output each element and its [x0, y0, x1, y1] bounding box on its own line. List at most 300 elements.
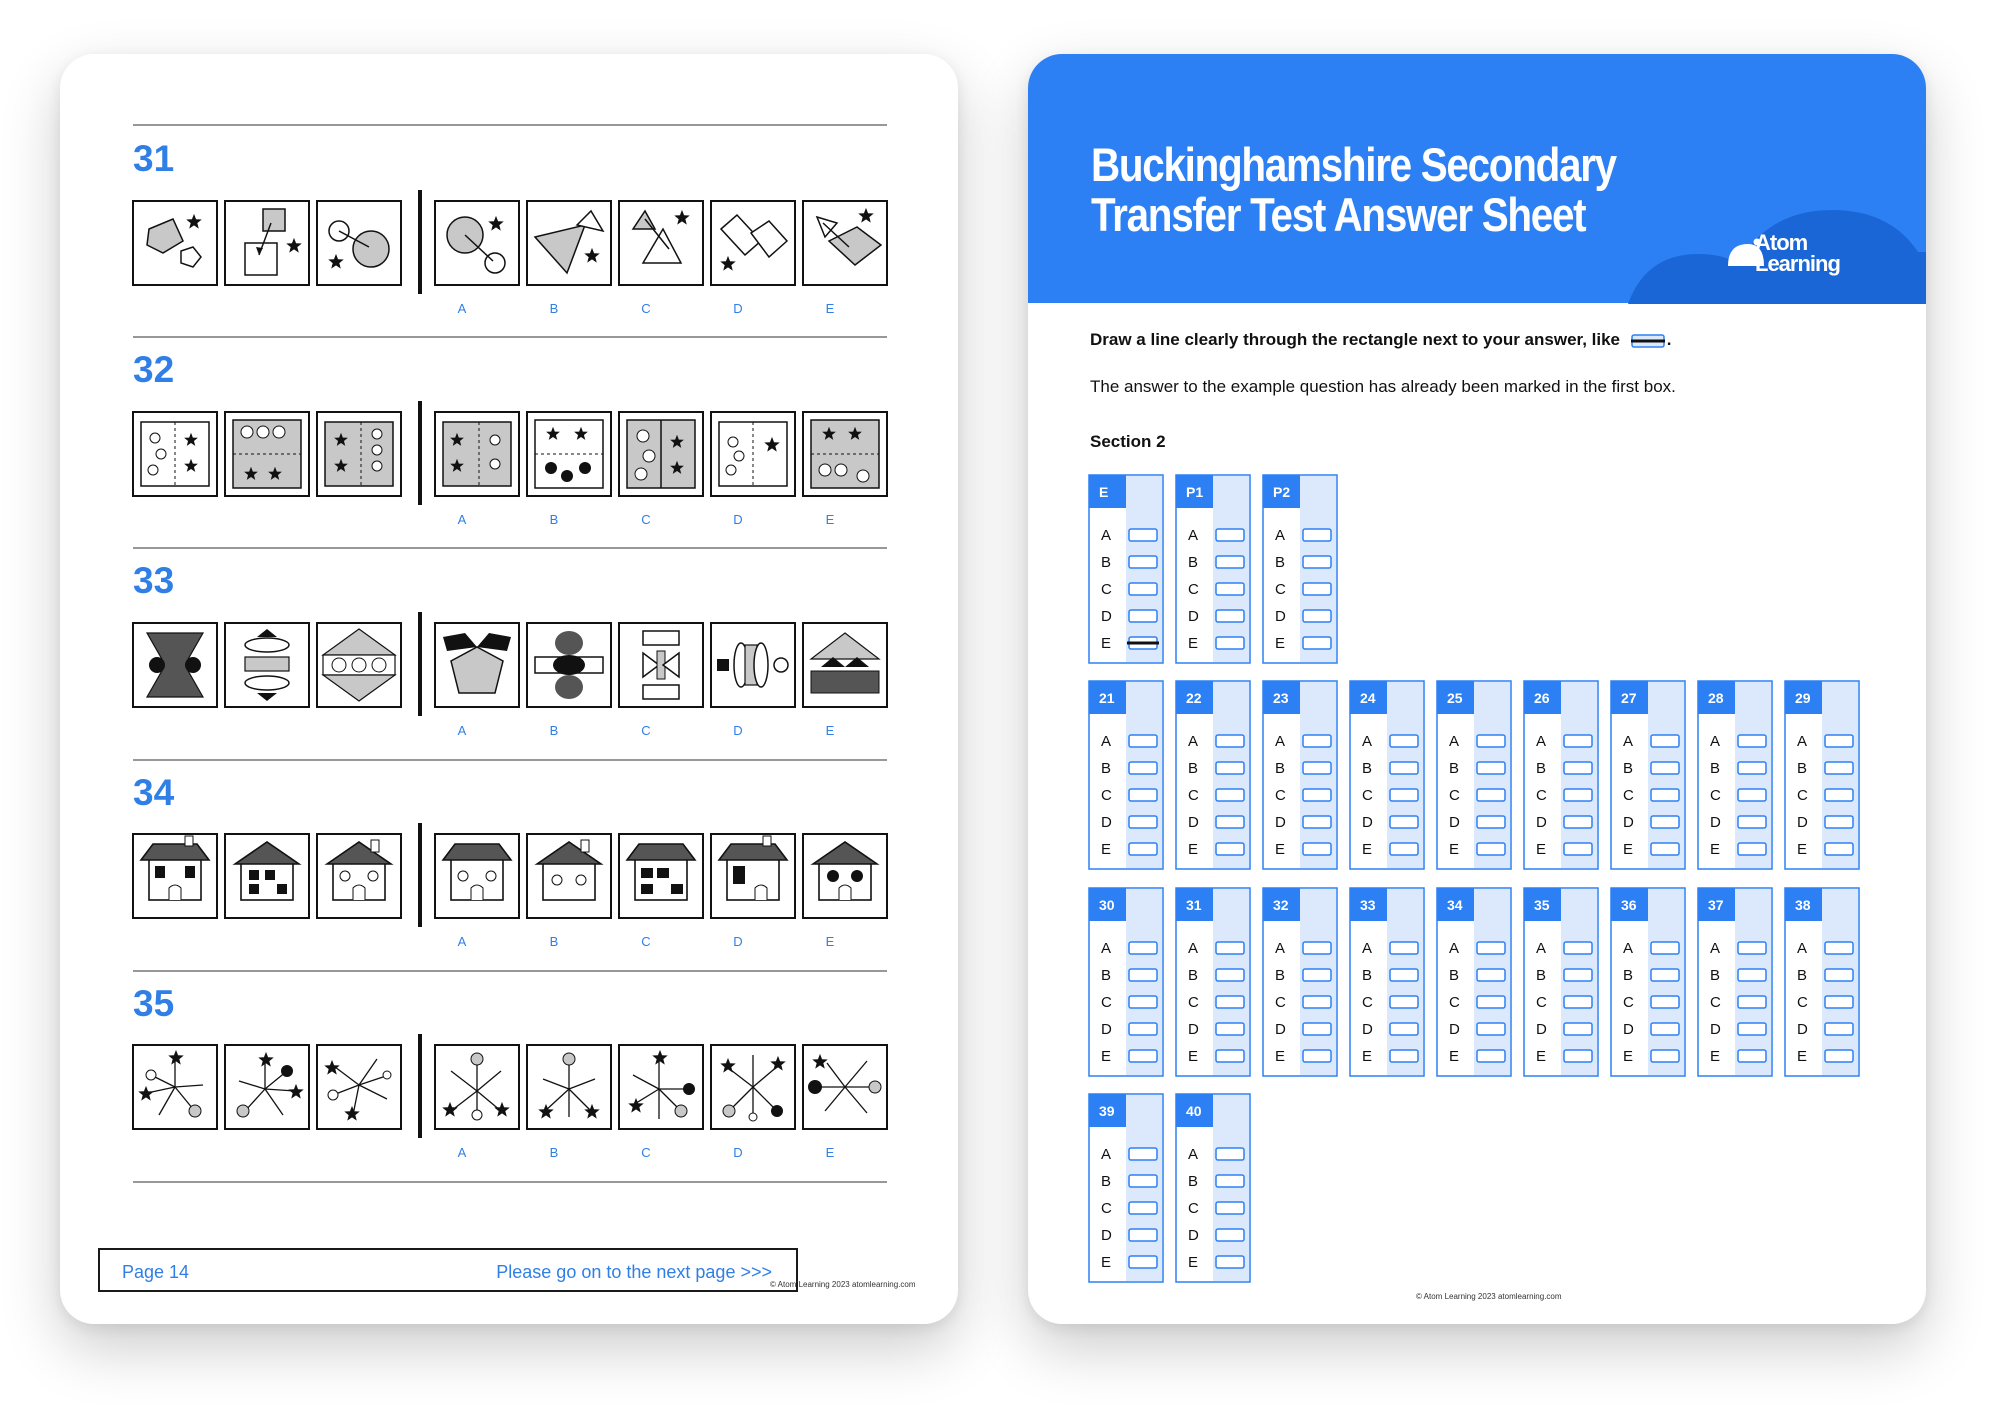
answer-letter: C — [1710, 787, 1721, 804]
answer-letter: A — [1797, 940, 1808, 957]
answer-letter: D — [1101, 608, 1112, 625]
answer-box[interactable] — [1303, 816, 1331, 828]
answer-letter: C — [1188, 994, 1199, 1011]
answer-box[interactable] — [1129, 762, 1157, 774]
answer-box[interactable] — [1303, 610, 1331, 622]
answer-box[interactable] — [1303, 1050, 1331, 1062]
answer-letter: C — [1449, 994, 1460, 1011]
column-number: 33 — [1360, 897, 1376, 913]
answer-box[interactable] — [1129, 583, 1157, 595]
answer-column — [1611, 681, 1685, 869]
next-page-prompt: Please go on to the next page >>> — [496, 1262, 772, 1282]
answer-column — [1263, 681, 1337, 869]
answer-box[interactable] — [1564, 1023, 1592, 1035]
answer-column — [1089, 475, 1163, 663]
answer-box[interactable] — [1216, 1256, 1244, 1268]
answer-letter: E — [1101, 1048, 1112, 1065]
answer-box[interactable] — [1129, 1256, 1157, 1268]
answer-box[interactable] — [1303, 843, 1331, 855]
answer-column — [1089, 1094, 1163, 1282]
option-label: A — [457, 1145, 467, 1160]
answer-letter: A — [1449, 940, 1460, 957]
answer-letter: D — [1623, 1021, 1634, 1038]
answer-box[interactable] — [1825, 762, 1853, 774]
option-label: C — [641, 1145, 651, 1160]
column-number: 35 — [1534, 897, 1550, 913]
answer-box[interactable] — [1390, 942, 1418, 954]
column-number: 32 — [1273, 897, 1289, 913]
answer-column — [1524, 888, 1598, 1076]
option-label: B — [549, 512, 559, 527]
option-label: B — [549, 1145, 559, 1160]
answer-letter: A — [1362, 733, 1373, 750]
answer-letter: E — [1623, 1048, 1634, 1065]
answer-letter: B — [1101, 554, 1112, 571]
answer-box[interactable] — [1477, 762, 1505, 774]
answer-box[interactable] — [1651, 843, 1679, 855]
answer-letter: B — [1536, 967, 1547, 984]
option-label: C — [641, 301, 651, 316]
answer-letter: E — [1449, 1048, 1460, 1065]
answer-grid — [1028, 54, 1926, 1324]
answer-box[interactable] — [1390, 843, 1418, 855]
answer-column — [1785, 888, 1859, 1076]
answer-letter: A — [1623, 733, 1634, 750]
answer-box[interactable] — [1825, 816, 1853, 828]
answer-box[interactable] — [1216, 529, 1244, 541]
answer-column — [1350, 888, 1424, 1076]
answer-box[interactable] — [1651, 816, 1679, 828]
answer-box[interactable] — [1129, 529, 1157, 541]
answer-box[interactable] — [1216, 735, 1244, 747]
column-number: 40 — [1186, 1103, 1202, 1119]
option-label: D — [733, 301, 743, 316]
option-label: B — [549, 934, 559, 949]
answer-letter: D — [1101, 1227, 1112, 1244]
answer-column — [1350, 681, 1424, 869]
answer-box[interactable] — [1129, 556, 1157, 568]
answer-letter: C — [1275, 787, 1286, 804]
answer-box[interactable] — [1390, 996, 1418, 1008]
copyright: © Atom Learning 2023 atomlearning.com — [1416, 1292, 1562, 1301]
answer-box[interactable] — [1216, 996, 1244, 1008]
answer-box[interactable] — [1738, 735, 1766, 747]
answer-letter: B — [1188, 554, 1199, 571]
answer-letter: A — [1710, 940, 1721, 957]
instruction-line: Draw a line clearly through the rectangle next to your answer, like . — [1090, 330, 1672, 349]
column-number: 22 — [1186, 690, 1202, 706]
answer-box[interactable] — [1825, 735, 1853, 747]
answer-box[interactable] — [1477, 996, 1505, 1008]
answer-letter: D — [1188, 1021, 1199, 1038]
answer-box[interactable] — [1129, 996, 1157, 1008]
answer-letter: C — [1101, 1200, 1112, 1217]
answer-letter: A — [1275, 940, 1286, 957]
answer-letter: E — [1362, 841, 1373, 858]
answer-box[interactable] — [1129, 816, 1157, 828]
option-label: D — [733, 934, 743, 949]
option-label: D — [733, 723, 743, 738]
q34-figures — [133, 823, 887, 927]
answer-letter: D — [1101, 1021, 1112, 1038]
answer-letter: D — [1710, 814, 1721, 831]
answer-box[interactable] — [1129, 942, 1157, 954]
option-label: C — [641, 934, 651, 949]
option-label: D — [733, 1145, 743, 1160]
answer-box[interactable] — [1477, 942, 1505, 954]
option-label: C — [641, 723, 651, 738]
answer-box[interactable] — [1303, 556, 1331, 568]
answer-letter: D — [1188, 1227, 1199, 1244]
answer-box[interactable] — [1216, 1050, 1244, 1062]
answer-letter: A — [1275, 527, 1286, 544]
section-label: Section 2 — [1090, 432, 1166, 451]
answer-letter: C — [1362, 787, 1373, 804]
answer-box[interactable] — [1216, 789, 1244, 801]
answer-letter: E — [1623, 841, 1634, 858]
q35-figures — [133, 1034, 887, 1138]
answer-box[interactable] — [1216, 843, 1244, 855]
answer-column — [1176, 475, 1250, 663]
answer-box[interactable] — [1303, 637, 1331, 649]
answer-letter: A — [1101, 940, 1112, 957]
answer-letter: C — [1536, 994, 1547, 1011]
answer-box[interactable] — [1216, 610, 1244, 622]
column-number: 36 — [1621, 897, 1637, 913]
answer-box[interactable] — [1564, 762, 1592, 774]
column-number: P1 — [1186, 484, 1204, 500]
answer-box[interactable] — [1303, 529, 1331, 541]
q32-figures — [133, 401, 887, 505]
answer-letter: D — [1623, 814, 1634, 831]
option-label: C — [641, 512, 651, 527]
answer-box[interactable] — [1216, 637, 1244, 649]
answer-letter: E — [1101, 635, 1112, 652]
answer-box[interactable] — [1390, 816, 1418, 828]
answer-box[interactable] — [1564, 735, 1592, 747]
answer-letter: E — [1275, 635, 1286, 652]
answer-box[interactable] — [1129, 1175, 1157, 1187]
answer-box[interactable] — [1564, 843, 1592, 855]
answer-letter: B — [1101, 967, 1112, 984]
option-label: A — [457, 301, 467, 316]
answer-column — [1698, 888, 1772, 1076]
answer-box[interactable] — [1216, 942, 1244, 954]
answer-letter: A — [1188, 733, 1199, 750]
answer-box[interactable] — [1390, 1023, 1418, 1035]
answer-letter: B — [1449, 967, 1460, 984]
question-number: 33 — [133, 560, 175, 601]
option-label: D — [733, 512, 743, 527]
answer-letter: C — [1449, 787, 1460, 804]
answer-box[interactable] — [1651, 1023, 1679, 1035]
option-label: E — [825, 1145, 835, 1160]
answer-box[interactable] — [1564, 969, 1592, 981]
answer-letter: B — [1188, 760, 1199, 777]
answer-box[interactable] — [1303, 735, 1331, 747]
question-figures — [60, 54, 958, 1324]
answer-column — [1176, 681, 1250, 869]
answer-box[interactable] — [1129, 610, 1157, 622]
answer-box[interactable] — [1738, 942, 1766, 954]
answer-letter: B — [1101, 1173, 1112, 1190]
question-number: 31 — [133, 138, 175, 179]
answer-box[interactable] — [1651, 735, 1679, 747]
answer-box[interactable] — [1738, 789, 1766, 801]
answer-box[interactable] — [1129, 1202, 1157, 1214]
answer-letter: D — [1449, 1021, 1460, 1038]
answer-box[interactable] — [1303, 942, 1331, 954]
answer-letter: E — [1536, 1048, 1547, 1065]
answer-box[interactable] — [1825, 1023, 1853, 1035]
answer-column — [1785, 681, 1859, 869]
answer-letter: E — [1275, 1048, 1286, 1065]
answer-letter: B — [1449, 760, 1460, 777]
answer-box[interactable] — [1129, 1023, 1157, 1035]
answer-box[interactable] — [1477, 789, 1505, 801]
answer-letter: B — [1275, 554, 1286, 571]
answer-letter: C — [1275, 581, 1286, 598]
answer-column — [1263, 475, 1337, 663]
answer-column — [1524, 681, 1598, 869]
answer-box[interactable] — [1129, 1050, 1157, 1062]
answer-box[interactable] — [1477, 816, 1505, 828]
page-number: Page 14 — [122, 1262, 190, 1282]
answer-letter: D — [1797, 814, 1808, 831]
answer-box[interactable] — [1738, 816, 1766, 828]
answer-column — [1611, 888, 1685, 1076]
answer-box[interactable] — [1651, 969, 1679, 981]
answer-box[interactable] — [1564, 789, 1592, 801]
answer-letter: C — [1797, 787, 1808, 804]
answer-box[interactable] — [1825, 843, 1853, 855]
answer-letter: E — [1449, 841, 1460, 858]
answer-letter: E — [1275, 841, 1286, 858]
answer-letter: C — [1188, 1200, 1199, 1217]
answer-letter: D — [1797, 1021, 1808, 1038]
answer-box[interactable] — [1216, 1023, 1244, 1035]
answer-box[interactable] — [1303, 996, 1331, 1008]
answer-letter: B — [1275, 760, 1286, 777]
answer-box[interactable] — [1390, 969, 1418, 981]
answer-box[interactable] — [1390, 1050, 1418, 1062]
column-number: E — [1099, 484, 1109, 500]
answer-box[interactable] — [1129, 843, 1157, 855]
answer-box[interactable] — [1825, 1050, 1853, 1062]
answer-letter: C — [1623, 994, 1634, 1011]
sheet-title-line1: Buckinghamshire Secondary — [1091, 138, 1616, 191]
answer-letter: C — [1797, 994, 1808, 1011]
answer-box[interactable] — [1129, 969, 1157, 981]
answer-box[interactable] — [1825, 996, 1853, 1008]
answer-box[interactable] — [1564, 942, 1592, 954]
answer-letter: A — [1449, 733, 1460, 750]
answer-letter: A — [1188, 1146, 1199, 1163]
answer-letter: E — [1797, 841, 1808, 858]
answer-letter: A — [1101, 1146, 1112, 1163]
option-label: B — [549, 723, 559, 738]
answer-letter: E — [1797, 1048, 1808, 1065]
answer-box[interactable] — [1216, 969, 1244, 981]
answer-letter: C — [1275, 994, 1286, 1011]
answer-letter: A — [1188, 527, 1199, 544]
answer-box[interactable] — [1216, 583, 1244, 595]
answer-letter: C — [1536, 787, 1547, 804]
answer-box[interactable] — [1738, 762, 1766, 774]
answer-box[interactable] — [1216, 1175, 1244, 1187]
answer-letter: D — [1275, 1021, 1286, 1038]
answer-box[interactable] — [1477, 1023, 1505, 1035]
answer-letter: E — [1536, 841, 1547, 858]
answer-box[interactable] — [1651, 942, 1679, 954]
q31-figures — [133, 190, 887, 294]
column-number: 24 — [1360, 690, 1376, 706]
answer-letter: A — [1536, 733, 1547, 750]
answer-letter: D — [1362, 1021, 1373, 1038]
answer-box[interactable] — [1477, 735, 1505, 747]
answer-letter: E — [1101, 841, 1112, 858]
answer-box[interactable] — [1564, 1050, 1592, 1062]
answer-letter: B — [1536, 760, 1547, 777]
answer-letter: E — [1710, 1048, 1721, 1065]
column-number: 29 — [1795, 690, 1811, 706]
column-number: 27 — [1621, 690, 1637, 706]
answer-letter: B — [1188, 967, 1199, 984]
option-label: E — [825, 723, 835, 738]
answer-letter: A — [1188, 940, 1199, 957]
answer-box[interactable] — [1216, 1202, 1244, 1214]
answer-letter: B — [1797, 760, 1808, 777]
answer-box[interactable] — [1564, 816, 1592, 828]
column-number: 26 — [1534, 690, 1550, 706]
answer-box[interactable] — [1129, 789, 1157, 801]
answer-letter: A — [1362, 940, 1373, 957]
answer-letter: B — [1797, 967, 1808, 984]
answer-box[interactable] — [1651, 762, 1679, 774]
example-note: The answer to the example question has already been marked in the first box. — [1090, 377, 1676, 396]
option-label: A — [457, 512, 467, 527]
answer-box[interactable] — [1216, 1148, 1244, 1160]
option-label: E — [825, 301, 835, 316]
answer-box[interactable] — [1303, 789, 1331, 801]
column-number: 34 — [1447, 897, 1463, 913]
option-label: B — [549, 301, 559, 316]
answer-letter: C — [1362, 994, 1373, 1011]
answer-letter: C — [1623, 787, 1634, 804]
answer-letter: A — [1101, 527, 1112, 544]
answer-box[interactable] — [1651, 1050, 1679, 1062]
answer-column — [1437, 888, 1511, 1076]
answer-letter: C — [1101, 581, 1112, 598]
option-label: E — [825, 934, 835, 949]
copyright: © Atom Learning 2023 atomlearning.com — [770, 1280, 916, 1289]
answer-box[interactable] — [1216, 762, 1244, 774]
question-page — [60, 54, 958, 1324]
column-number: 21 — [1099, 690, 1115, 706]
answer-box[interactable] — [1129, 1148, 1157, 1160]
option-label: A — [457, 934, 467, 949]
answer-column — [1176, 1094, 1250, 1282]
answer-box[interactable] — [1390, 735, 1418, 747]
answer-letter: D — [1275, 814, 1286, 831]
answer-box[interactable] — [1825, 942, 1853, 954]
answer-letter: B — [1710, 760, 1721, 777]
answer-letter: B — [1188, 1173, 1199, 1190]
answer-column — [1698, 681, 1772, 869]
column-number: 25 — [1447, 690, 1463, 706]
q33-figures — [133, 612, 887, 716]
answer-letter: B — [1362, 967, 1373, 984]
answer-letter: C — [1188, 581, 1199, 598]
answer-box[interactable] — [1477, 843, 1505, 855]
answer-box[interactable] — [1477, 969, 1505, 981]
answer-box[interactable] — [1390, 789, 1418, 801]
answer-letter: A — [1710, 733, 1721, 750]
answer-box[interactable] — [1738, 1050, 1766, 1062]
answer-letter: E — [1101, 1254, 1112, 1271]
answer-letter: A — [1101, 733, 1112, 750]
column-number: 37 — [1708, 897, 1724, 913]
answer-box[interactable] — [1477, 1050, 1505, 1062]
answer-letter: C — [1188, 787, 1199, 804]
option-label: E — [825, 512, 835, 527]
answer-box[interactable] — [1303, 969, 1331, 981]
answer-letter: A — [1797, 733, 1808, 750]
answer-box[interactable] — [1303, 762, 1331, 774]
answer-letter: A — [1536, 940, 1547, 957]
answer-column — [1089, 681, 1163, 869]
answer-box[interactable] — [1216, 1229, 1244, 1241]
answer-letter: D — [1362, 814, 1373, 831]
answer-box[interactable] — [1738, 1023, 1766, 1035]
answer-box[interactable] — [1738, 843, 1766, 855]
question-number: 32 — [133, 349, 175, 390]
answer-box[interactable] — [1825, 969, 1853, 981]
answer-column — [1263, 888, 1337, 1076]
answer-box[interactable] — [1303, 583, 1331, 595]
answer-box[interactable] — [1129, 1229, 1157, 1241]
answer-box[interactable] — [1216, 816, 1244, 828]
answer-box[interactable] — [1651, 996, 1679, 1008]
answer-letter: C — [1101, 994, 1112, 1011]
answer-box[interactable] — [1216, 556, 1244, 568]
answer-letter: D — [1710, 1021, 1721, 1038]
answer-letter: E — [1188, 1048, 1199, 1065]
answer-letter: D — [1101, 814, 1112, 831]
answer-box[interactable] — [1651, 789, 1679, 801]
answer-letter: E — [1188, 635, 1199, 652]
answer-box[interactable] — [1738, 996, 1766, 1008]
answer-letter: B — [1710, 967, 1721, 984]
answer-box[interactable] — [1303, 1023, 1331, 1035]
answer-letter: D — [1536, 814, 1547, 831]
answer-letter: C — [1710, 994, 1721, 1011]
answer-box[interactable] — [1390, 762, 1418, 774]
answer-letter: B — [1623, 967, 1634, 984]
column-number: 30 — [1099, 897, 1115, 913]
answer-letter: D — [1536, 1021, 1547, 1038]
answer-box[interactable] — [1129, 735, 1157, 747]
column-number: 38 — [1795, 897, 1811, 913]
column-number: 23 — [1273, 690, 1289, 706]
answer-box[interactable] — [1738, 969, 1766, 981]
answer-box[interactable] — [1564, 996, 1592, 1008]
column-number: 39 — [1099, 1103, 1115, 1119]
answer-letter: B — [1275, 967, 1286, 984]
answer-box[interactable] — [1825, 789, 1853, 801]
column-number: 31 — [1186, 897, 1202, 913]
answer-column — [1437, 681, 1511, 869]
